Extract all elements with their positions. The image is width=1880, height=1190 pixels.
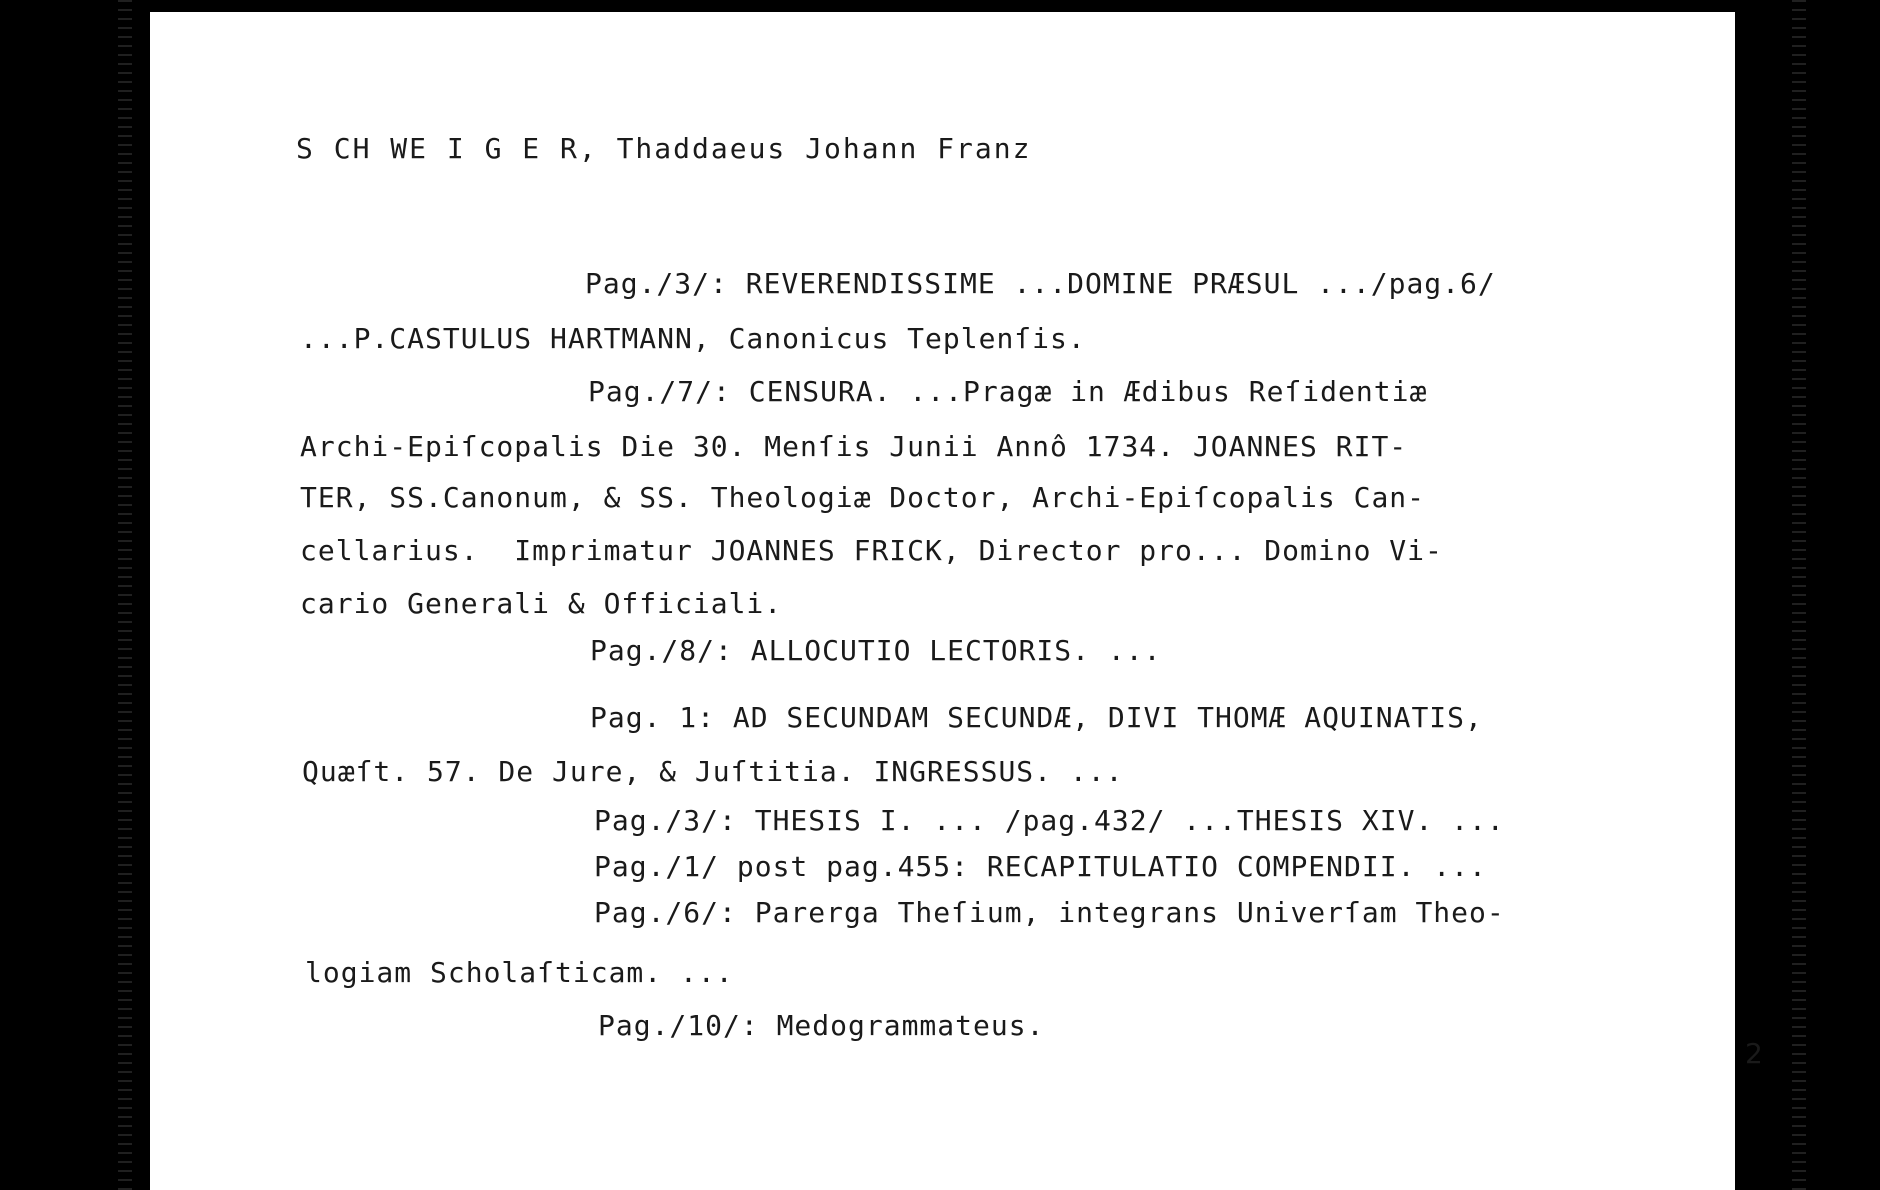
card-line: Pag./1/ post pag.455: RECAPITULATIO COMPENDII. ... (594, 850, 1487, 883)
page-number: 2 (1745, 1037, 1763, 1070)
card-line: Pag./3/: REVERENDISSIME ...DOMINE PRÆSUL .../pag.6/ (585, 267, 1496, 300)
card-line: Pag./3/: THESIS I. ... /pag.432/ ...THESIS XIV. ... (594, 804, 1505, 837)
card-line: logiam Scholaſticam. ... (305, 956, 734, 989)
card-line: Pag./7/: CENSURA. ...Pragæ in Ædibus Reſidentiæ (588, 375, 1428, 408)
card-line: Archi-Epiſcopalis Die 30. Menſis Junii Annô 1734. JOANNES RIT- (300, 430, 1408, 463)
catalog-card (150, 12, 1763, 1190)
card-line: Pag./8/: ALLOCUTIO LECTORIS. ... (590, 634, 1162, 667)
card-line: Pag. 1: AD SECUNDAM SECUNDÆ, DIVI THOMÆ AQUINATIS, (590, 701, 1483, 734)
card-line: cario Generali & Officiali. (300, 587, 783, 620)
card-line: ...P.CASTULUS HARTMANN, Canonicus Teplenſis. (300, 322, 1086, 355)
scan-edge-right (1792, 0, 1806, 1190)
card-line: Pag./6/: Parerga Theſium, integrans Univerſam Theo- (594, 896, 1505, 929)
card-line: Quæſt. 57. De Jure, & Juſtitia. INGRESSUS. ... (302, 755, 1124, 788)
card-line: TER, SS.Canonum, & SS. Theologiæ Doctor, Archi-Epiſcopalis Can- (300, 481, 1426, 514)
card-line: cellarius. Imprimatur JOANNES FRICK, Director pro... Domino Vi- (300, 534, 1443, 567)
scan-edge-left (118, 0, 132, 1190)
card-heading: S CH WE I G E R, Thaddaeus Johann Franz (296, 132, 1032, 165)
card-line: Pag./10/: Medogrammateus. (598, 1009, 1045, 1042)
